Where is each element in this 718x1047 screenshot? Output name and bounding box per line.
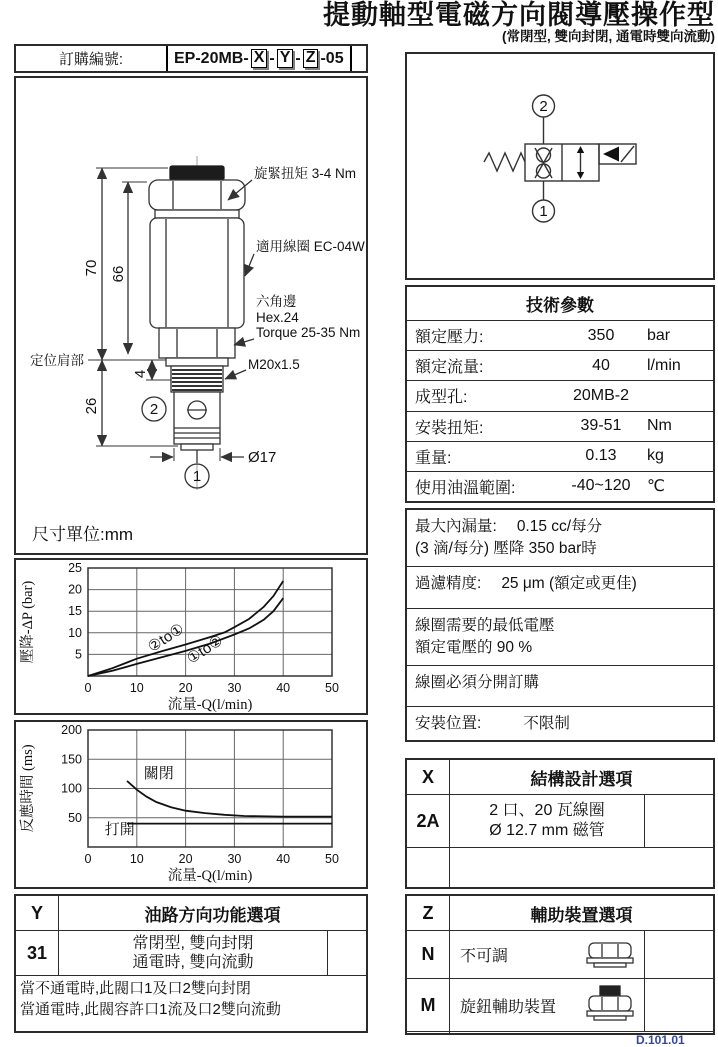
hex-label-1: 六角邊 — [256, 294, 297, 309]
order-number-label: 訂購編號: — [58, 51, 124, 68]
y-title: 油路方向功能選項 — [144, 905, 281, 925]
pressure-drop-chart-box — [14, 558, 368, 715]
svg-text:50: 50 — [325, 681, 339, 695]
hex-label-3: Torque 25-35 Nm — [256, 325, 361, 340]
part-sep: - — [269, 49, 275, 67]
table-row — [407, 795, 713, 848]
param-value: 39-51 — [580, 417, 622, 435]
spec-row — [407, 706, 713, 740]
thread-label: M20x1.5 — [248, 357, 300, 372]
part-option-x: X — [251, 49, 268, 68]
svg-text:200: 200 — [61, 723, 82, 737]
table-row — [407, 321, 713, 350]
spec-note: (3 滴/每分) 壓降 350 bar時 — [415, 540, 597, 557]
function-note — [16, 976, 366, 1031]
document-code: D.101.01 — [636, 1033, 685, 1047]
table-row — [407, 979, 713, 1032]
additional-specs-table — [405, 508, 715, 742]
plain-nut-icon — [584, 940, 636, 970]
symbol-port-2: 2 — [539, 98, 548, 115]
table-row — [407, 411, 713, 441]
part-number — [166, 46, 352, 71]
technical-parameters-table — [405, 285, 715, 503]
dim-4: 4 — [132, 369, 149, 379]
x-code: X — [407, 760, 450, 794]
spec-value: 25 μm (額定或更佳) — [501, 575, 637, 593]
svg-text:30: 30 — [227, 852, 242, 866]
structure-option-table — [405, 758, 715, 889]
valve-drawing — [16, 78, 366, 553]
y-table-header — [16, 896, 366, 931]
z-table-header — [407, 896, 713, 931]
svg-text:20: 20 — [178, 681, 193, 695]
unit-note: 尺寸單位:mm — [32, 525, 134, 544]
svg-text:20: 20 — [178, 852, 193, 866]
pressure-drop-chart — [16, 560, 366, 713]
spare-cell — [644, 931, 713, 978]
empty-code-cell — [407, 1032, 450, 1033]
option-code: N — [407, 931, 450, 978]
x-title: 結構設計選項 — [530, 769, 633, 789]
svg-text:0: 0 — [84, 681, 92, 695]
spec-label: 安裝位置: — [415, 715, 482, 732]
param-unit: Nm — [647, 417, 672, 435]
option-code: 2A — [407, 795, 450, 847]
part-sep: - — [295, 49, 301, 67]
option-desc-line: Ø 12.7 mm 磁管 — [489, 822, 605, 839]
svg-text:流量-Q(l/min): 流量-Q(l/min) — [167, 697, 253, 713]
svg-text:100: 100 — [61, 781, 82, 796]
x-table-header — [407, 760, 713, 795]
param-label: 使用油溫範圍: — [415, 479, 516, 497]
option-desc-line: 2 口、20 瓦線圈 — [489, 802, 605, 819]
part-option-z: Z — [303, 49, 319, 68]
param-label: 安裝扭矩: — [415, 419, 484, 437]
param-value: 0.13 — [585, 447, 617, 465]
title-block — [323, 1, 715, 45]
svg-text:150: 150 — [61, 752, 82, 767]
page-subtitle: (常閉型, 雙向封閉, 通電時雙向流動) — [502, 29, 715, 45]
param-label: 重量: — [415, 449, 452, 467]
table-row — [407, 441, 713, 471]
spec-label: 過濾精度: — [415, 575, 482, 593]
param-value: -40~120 — [571, 477, 631, 495]
spec-note: 額定電壓的 90 % — [415, 638, 533, 656]
svg-text:流量-Q(l/min): 流量-Q(l/min) — [167, 868, 253, 884]
option-desc — [59, 931, 327, 975]
part-prefix: EP-20MB- — [174, 49, 249, 67]
flow-function-option-table — [14, 894, 368, 1033]
svg-text:50: 50 — [68, 810, 82, 825]
z-title: 輔助裝置選項 — [530, 905, 633, 925]
y-code: Y — [16, 896, 59, 930]
diameter-label: Ø17 — [248, 449, 277, 466]
svg-text:②to①: ②to① — [144, 620, 188, 656]
function-note-line: 當不通電時,此閥口1及口2雙向封閉 — [20, 980, 251, 997]
param-unit: ℃ — [647, 478, 665, 496]
spec-label: 最大內漏量: — [415, 518, 497, 535]
hydraulic-symbol — [407, 54, 713, 278]
svg-text:10: 10 — [68, 625, 82, 640]
empty-code-cell — [407, 848, 450, 887]
svg-text:30: 30 — [227, 681, 242, 695]
svg-text:反應時間 (ms): 反應時間 (ms) — [20, 744, 36, 833]
spare-cell — [327, 931, 366, 975]
option-desc — [450, 931, 644, 978]
table-row — [407, 931, 713, 979]
table-row — [407, 471, 713, 501]
svg-text:25: 25 — [68, 561, 82, 575]
empty-cell — [450, 848, 713, 887]
svg-text:5: 5 — [75, 647, 82, 662]
svg-text:40: 40 — [276, 681, 291, 695]
param-unit: l/min — [647, 356, 681, 374]
tech-table-header: 技術參數 — [407, 287, 713, 321]
empty-row — [407, 848, 713, 887]
param-label: 成型孔: — [415, 389, 468, 407]
svg-text:15: 15 — [68, 604, 82, 619]
drawing-port-1: 1 — [192, 468, 202, 485]
dim-70: 70 — [83, 259, 100, 277]
drawing-port-2: 2 — [149, 401, 159, 418]
svg-text:20: 20 — [68, 582, 82, 597]
param-value: 20MB-2 — [572, 386, 630, 404]
hex-label-2: Hex.24 — [256, 310, 299, 325]
valve-dimension-drawing-box — [14, 76, 368, 555]
response-time-chart-box — [14, 720, 368, 889]
spare-cell — [644, 795, 713, 847]
option-desc — [450, 795, 644, 847]
option-desc-line: 不可調 — [460, 948, 509, 965]
part-suffix: -05 — [320, 49, 344, 67]
spec-row — [407, 566, 713, 607]
param-unit: kg — [647, 447, 664, 465]
svg-text:關閉: 關閉 — [143, 764, 174, 782]
torque-label: 旋緊扭矩 3-4 Nm — [254, 166, 357, 181]
option-desc-line: 旋鈕輔助裝置 — [460, 998, 557, 1016]
svg-text:50: 50 — [325, 852, 339, 866]
spec-row — [407, 608, 713, 665]
function-note-line: 當通電時,此閥容許口1流及口2雙向流動 — [20, 1001, 281, 1018]
dim-66: 66 — [110, 265, 127, 283]
svg-text:打開: 打開 — [104, 821, 135, 839]
auxiliary-option-table — [405, 894, 715, 1035]
shoulder-label: 定位肩部 — [30, 353, 84, 368]
dim-26: 26 — [83, 397, 100, 415]
spec-value: 不限制 — [523, 715, 570, 732]
param-value: 40 — [592, 356, 610, 374]
param-unit: bar — [647, 326, 671, 344]
coil-label: 適用線圈 EC-04W — [256, 239, 365, 254]
param-label: 額定壓力: — [415, 329, 484, 347]
table-row — [16, 931, 366, 976]
option-desc — [450, 979, 644, 1031]
option-desc-line: 常閉型, 雙向封閉 — [132, 935, 254, 952]
table-row — [407, 380, 713, 410]
option-code: 31 — [16, 931, 59, 975]
svg-text:40: 40 — [276, 852, 291, 866]
svg-text:①to②: ①to② — [183, 631, 227, 668]
svg-text:0: 0 — [84, 852, 92, 866]
symbol-port-1: 1 — [539, 203, 548, 220]
hydraulic-symbol-box — [405, 52, 715, 280]
z-code: Z — [407, 896, 450, 930]
spec-label: 線圈必須分開訂購 — [415, 673, 540, 691]
page-title: 提動軸型電磁方向閥導壓操作型 — [323, 0, 715, 30]
param-label: 額定流量: — [415, 359, 484, 377]
svg-text:10: 10 — [129, 852, 144, 866]
spec-value: 0.15 cc/每分 — [516, 518, 603, 535]
svg-text:壓降-ΔP (bar): 壓降-ΔP (bar) — [20, 580, 36, 664]
response-time-chart — [16, 722, 366, 887]
spec-row — [407, 665, 713, 706]
option-desc-line: 通電時, 雙向流動 — [132, 954, 254, 971]
part-option-y: Y — [277, 49, 294, 68]
svg-text:10: 10 — [129, 681, 144, 695]
param-value: 350 — [587, 326, 615, 344]
spec-row — [407, 510, 713, 566]
knob-nut-icon — [584, 985, 636, 1025]
table-row — [407, 350, 713, 380]
spec-label: 線圈需要的最低電壓 — [415, 616, 555, 634]
spare-cell — [644, 979, 713, 1031]
order-number-box — [14, 44, 368, 73]
option-code: M — [407, 979, 450, 1031]
